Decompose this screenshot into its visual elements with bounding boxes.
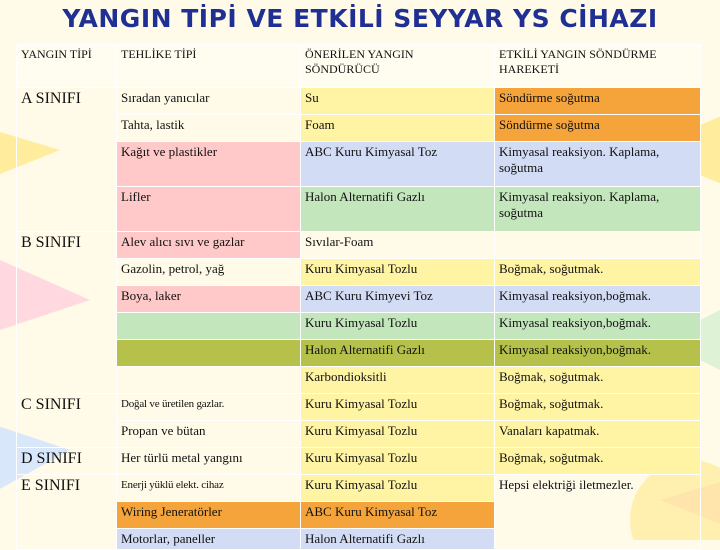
class-b-label: B SINIFI [17,232,117,394]
extinguisher-cell: ABC Kuru Kimyasal Toz [301,142,495,187]
extinguisher-cell: Kuru Kimyasal Tozlu [301,448,495,475]
extinguisher-cell: Kuru Kimyasal Tozlu [301,394,495,421]
table-row [17,115,701,142]
table-row [17,142,701,187]
action-cell: Kimyasal reaksiyon,boğmak. [495,286,701,313]
table-row [17,475,701,502]
hazard-cell: Boya, laker [117,286,301,313]
header-fire-type: YANGIN TİPİ [17,45,117,88]
table-row [17,367,701,394]
extinguisher-cell: ABC Kuru Kimyevi Toz [301,286,495,313]
hazard-cell: Lifler [117,187,301,232]
header-recommended-extinguisher: ÖNERİLEN YANGIN SÖNDÜRÜCÜ [301,45,495,88]
hazard-cell: Alev alıcı sıvı ve gazlar [117,232,301,259]
header-effective-action: ETKİLİ YANGIN SÖNDÜRME HAREKETİ [495,45,701,88]
extinguisher-cell: Halon Alternatifi Gazlı [301,340,495,367]
action-cell [495,232,701,259]
action-cell: Hepsi elektriği iletmezler. [495,475,701,550]
hazard-cell: Tahta, lastik [117,115,301,142]
table-row [17,448,701,475]
extinguisher-cell: Foam [301,115,495,142]
extinguisher-cell: Halon Alternatifi Gazlı [301,187,495,232]
class-d-label: D SINIFI [17,448,117,475]
action-cell: Boğmak, soğutmak. [495,448,701,475]
class-c-label: C SINIFI [17,394,117,448]
hazard-cell: Wiring Jeneratörler [117,502,301,529]
table-row [17,286,701,313]
hazard-cell [117,340,301,367]
hazard-cell: Doğal ve üretilen gazlar. [117,394,301,421]
header-row [17,45,701,88]
extinguisher-cell: Sıvılar-Foam [301,232,495,259]
header-hazard-type: TEHLİKE TİPİ [117,45,301,88]
action-cell: Kimyasal reaksiyon. Kaplama, soğutma [495,142,701,187]
extinguisher-cell: Kuru Kimyasal Tozlu [301,475,495,502]
action-cell: Kimyasal reaksiyon,boğmak. [495,340,701,367]
hazard-cell: Sıradan yanıcılar [117,88,301,115]
action-cell: Boğmak, soğutmak. [495,394,701,421]
table-row [17,340,701,367]
hazard-cell: Kağıt ve plastikler [117,142,301,187]
hazard-cell: Her türlü metal yangını [117,448,301,475]
class-a-label: A SINIFI [17,88,117,232]
hazard-cell: Motorlar, paneller [117,529,301,550]
hazard-cell [117,313,301,340]
action-cell: Söndürme soğutma [495,115,701,142]
extinguisher-cell: ABC Kuru Kimyasal Toz [301,502,495,529]
extinguisher-cell: Halon Alternatifi Gazlı [301,529,495,550]
hazard-cell [117,367,301,394]
extinguisher-cell: Kuru Kimyasal Tozlu [301,313,495,340]
hazard-cell: Gazolin, petrol, yağ [117,259,301,286]
table-row [17,88,701,115]
action-cell: Söndürme soğutma [495,88,701,115]
extinguisher-cell: Kuru Kimyasal Tozlu [301,421,495,448]
action-cell: Kimyasal reaksiyon. Kaplama, soğutma [495,187,701,232]
table-row [17,313,701,340]
action-cell: Kimyasal reaksiyon,boğmak. [495,313,701,340]
table-row [17,259,701,286]
table-row [17,421,701,448]
action-cell: Boğmak, soğutmak. [495,367,701,394]
extinguisher-cell: Su [301,88,495,115]
table-row [17,232,701,259]
class-e-label: E SINIFI [17,475,117,550]
action-cell: Boğmak, soğutmak. [495,259,701,286]
action-cell: Vanaları kapatmak. [495,421,701,448]
hazard-cell: Enerji yüklü elekt. cihaz [117,475,301,502]
table-row [17,187,701,232]
extinguisher-cell: Kuru Kimyasal Tozlu [301,259,495,286]
fire-extinguisher-table [16,44,701,550]
extinguisher-cell: Karbondioksitli [301,367,495,394]
page-title: YANGIN TİPİ VE ETKİLİ SEYYAR YS CİHAZI [62,4,658,33]
table-row [17,394,701,421]
hazard-cell: Propan ve bütan [117,421,301,448]
